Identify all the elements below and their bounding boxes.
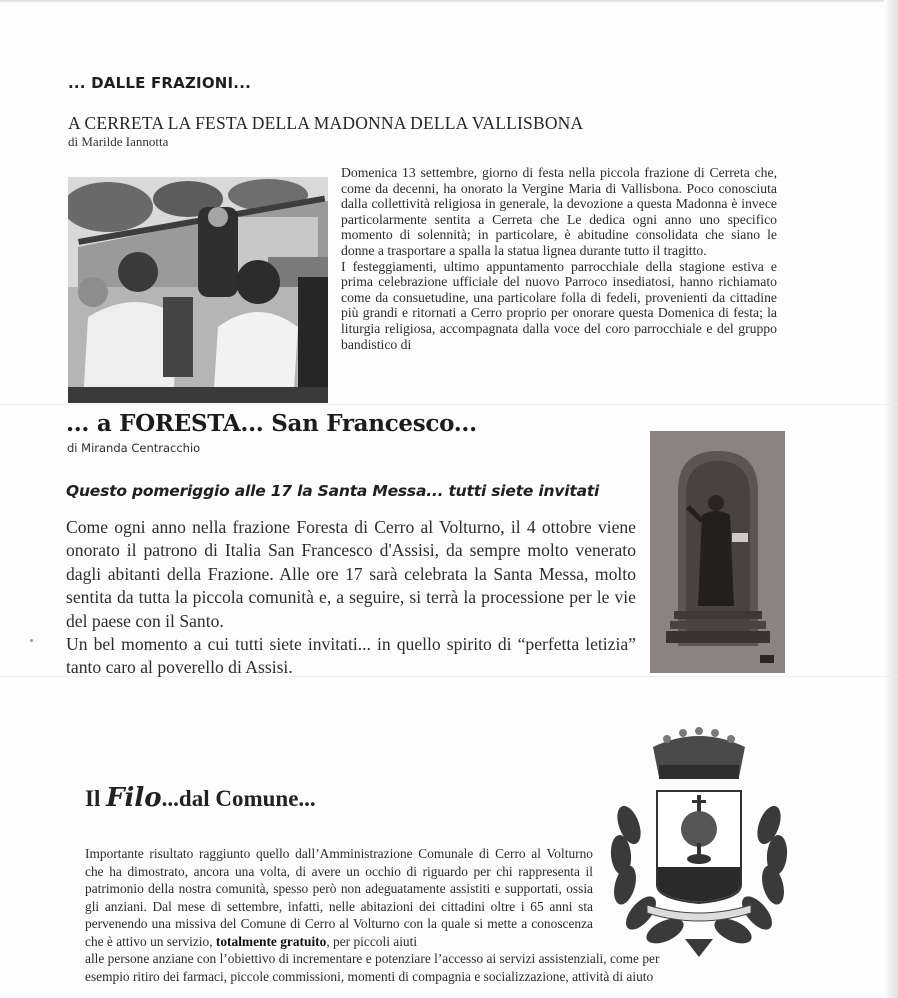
article1-photo <box>68 177 328 403</box>
coat-of-arms <box>603 725 795 965</box>
article3-line: alle persone anziane con l’obiettivo di incrementare e potenziare l’accesso ai servizi assistenziali, come per <box>85 951 660 966</box>
article1-body <box>341 165 777 401</box>
article2-body <box>66 516 636 680</box>
scan-top-edge <box>0 0 898 3</box>
article3-emphasis: totalmente gratuito <box>215 933 327 949</box>
article3-text: Importante risultato raggiunto quello dall’Amministrazione Comunale di Cerro al Volturno che ha dimostrato, ancora una volta, di avere un occhio di riguardo per chi rappresenta il patrimonio della nostra comunità, spesso però non adeguatamente assistiti e supportati, ossia gli anziani. Dal mese di settembre, infatti, nelle abitazioni dei cittadini oltre i 65 anni sta pervenendo una missiva del Comune di Cerro al Volturno con la quale si mette a conoscenza che è attivo un servizio, <box>85 846 593 949</box>
article2-title: ... a FORESTA... San Francesco... <box>66 410 477 437</box>
article3-title-suffix: ...dal Comune... <box>161 786 316 811</box>
article3-title <box>85 783 316 813</box>
article3-title-script: Filo <box>106 783 162 813</box>
article1-paragraph: Domenica 13 settembre, giorno di festa nella piccola frazione di Cerreta che, come da decenni, ha onorato la Vergine Maria di Vallisbona. Poco conosciuta dalla collettività religiosa in generale, la devozione a questa Madonna è invece particolarmente sentita a Cerreta che Le dedica ogni anno uno specifico momento di solennità; in particolare, è abitudine consolidata che siano le donne a trasportare a spalla la statua lignea durante tutto il tragitto. <box>341 165 777 258</box>
coat-of-arms-icon <box>603 725 795 965</box>
article2-paragraph: Come ogni anno nella frazione Foresta di Cerro al Volturno, il 4 ottobre viene onorato il patrono di Italia San Francesco d'Assisi, da sempre molto venerato dagli abitanti della Frazione. Alle ore 17 sarà celebrata la Santa Messa, molto sentita da tutta la piccola comunità e, a seguire, si terrà la processione per le vie del paese con il Santo. <box>66 517 636 631</box>
article1-byline: di Marilde Iannotta <box>68 134 169 149</box>
article2-photo <box>650 431 785 673</box>
saint-statue-illustration <box>650 431 785 673</box>
procession-photo-illustration <box>68 177 328 403</box>
article1-title: A CERRETA LA FESTA DELLA MADONNA DELLA VALLISBONA <box>68 113 584 133</box>
scan-speck <box>30 639 33 642</box>
article3-title-prefix: Il <box>85 786 107 811</box>
scan-right-edge <box>884 0 898 998</box>
article2-subtitle: Questo pomeriggio alle 17 la Santa Messa... tutti siete invitati <box>66 482 600 500</box>
article1-paragraph: I festeggiamenti, ultimo appuntamento parrocchiale della stagione estiva e prima celebrazione ufficiale del nuovo Parroco insediatosi, hanno richiamato come da consuetudine, una particolare folla di fedeli, provenienti da cittadine più grandi e ritornati a Cerro proprio per onorare questa Domenica di festa; la liturgia religiosa, accompagnata dalla voce del coro parrocchiale e del gruppo bandistico di <box>341 258 777 352</box>
article3-text: , per piccoli aiuti <box>326 933 418 949</box>
article3-paragraph <box>85 845 593 950</box>
article2-byline: di Miranda Centracchio <box>67 441 201 455</box>
article3-line-cut: esempio ritiro dei farmaci, piccole commissioni, momenti di compagnia e socializzazione, attività di aiuto <box>85 968 654 984</box>
section-kicker: ... DALLE FRAZIONI... <box>68 74 252 92</box>
article2-paragraph: Un bel momento a cui tutti siete invitati... in quello spirito di “perfetta letizia” tanto caro al poverello di Assisi. <box>66 634 636 678</box>
section-divider <box>0 404 898 405</box>
